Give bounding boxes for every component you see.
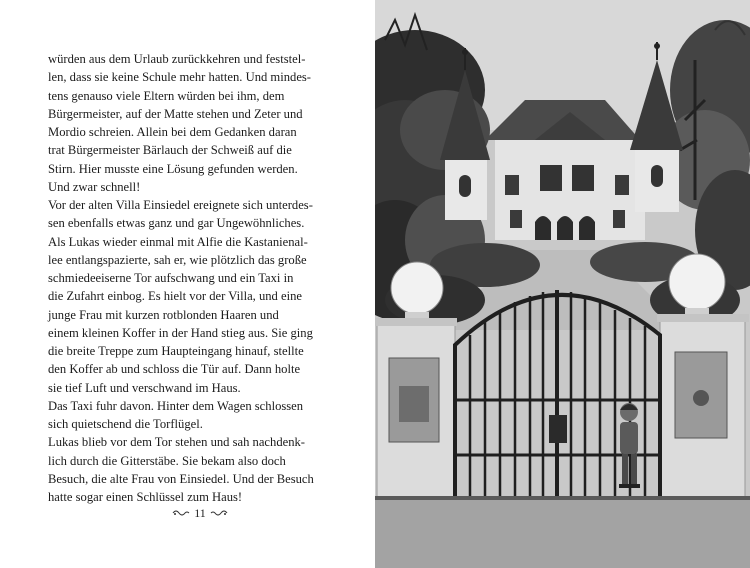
text-line: lee entlangspazierte, sah er, wie plötzlich das große bbox=[48, 252, 307, 267]
left-ornament-icon bbox=[172, 509, 190, 517]
text-line: Mordio schreien. Allein bei dem Gedanken daran bbox=[48, 125, 297, 139]
text-line: Das Taxi fuhr davon. Hinter dem Wagen schlossen bbox=[48, 398, 304, 413]
text-line: einem kleinen Koffer in der Hand stieg aus. Sie ging bbox=[48, 325, 313, 340]
body-text bbox=[48, 50, 353, 506]
text-line: würden aus dem Urlaub zurückkehren und feststel- bbox=[48, 52, 306, 66]
page-number: 11 bbox=[194, 505, 206, 520]
text-line: hatte sogar einen Schlüssel zum Haus! bbox=[48, 490, 243, 504]
text-line: Bürgermeister, auf der Matte stehen und Zeter und bbox=[48, 106, 303, 121]
text-line: Besuch, die alte Frau von Einsiedel. Und der Besuch bbox=[48, 471, 314, 486]
text-line: trat Bürgermeister Bärlauch der Schweiß auf die bbox=[48, 143, 292, 158]
iron-gate bbox=[455, 290, 660, 500]
text-line: Als Lukas wieder einmal mit Alfie die Kastanienal- bbox=[48, 234, 308, 249]
villa bbox=[485, 100, 645, 240]
villa-gate-illustration bbox=[375, 0, 750, 568]
text-line: die Zufahrt einbog. Es hielt vor der Villa, und eine bbox=[48, 289, 302, 304]
text-line: Stirn. Hier musste eine Lösung gefunden werden. bbox=[48, 161, 298, 176]
text-line: den Koffer ab und schloss die Tür auf. Dann holte bbox=[48, 362, 301, 377]
page-number-footer bbox=[150, 505, 250, 521]
text-line: Lukas blieb vor dem Tor stehen und sah nachdenk- bbox=[48, 435, 305, 450]
text-line: schmiedeeiserne Tor aufschwang und ein Taxi in bbox=[48, 271, 294, 285]
text-line: tens genauso viele Eltern würden bei ihm, dem bbox=[48, 88, 285, 103]
text-line: lich durch die Gitterstäbe. Sie bekam also doch bbox=[48, 453, 286, 468]
illustration-page bbox=[375, 0, 750, 568]
text-line: junge Frau mit kurzen rotblonden Haaren und bbox=[48, 307, 279, 322]
text-line: sen ebenfalls etwas ganz und gar Ungewöhnliches. bbox=[48, 216, 305, 231]
text-line: Und zwar schnell! bbox=[48, 179, 141, 194]
right-ornament-icon bbox=[210, 509, 228, 517]
text-line: sie tief Luft und verschwand im Haus. bbox=[48, 380, 241, 395]
text-line: len, dass sie keine Schule mehr hatten. Und mindes- bbox=[48, 70, 312, 85]
text-line: sich quietschend die Torflügel. bbox=[48, 417, 203, 431]
text-line: Vor der alten Villa Einsiedel ereignete sich unterdes- bbox=[48, 198, 313, 212]
text-line: die breite Treppe zum Haupteingang hinauf, stellte bbox=[48, 344, 304, 358]
